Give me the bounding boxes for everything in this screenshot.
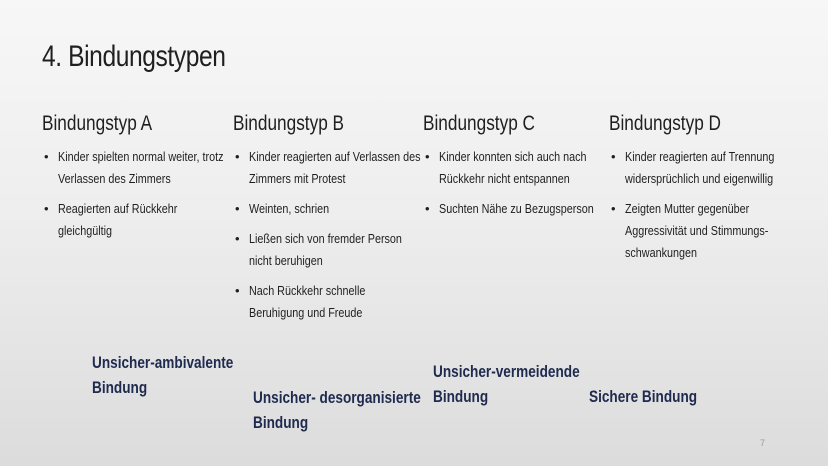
column-bindungstyp-a <box>42 112 232 250</box>
bullet-text: Kinder reagierten auf Trennung widersprüchlich und eigenwillig <box>625 149 775 186</box>
bullet-item <box>423 198 609 220</box>
column-bindungstyp-d <box>609 112 809 272</box>
bullet-dot-icon: • <box>235 231 240 246</box>
bullet-item <box>42 198 232 242</box>
bullet-dot-icon: • <box>44 201 49 216</box>
label-unsicher-vermeidende-bindung[interactable]: Unsicher-vermeidende Bindung <box>433 362 580 406</box>
label-sichere-bindung[interactable]: Sichere Bindung <box>589 387 698 406</box>
column-bindungstyp-c <box>423 112 609 228</box>
label-unsicher-desorganisierte-bindung[interactable]: Unsicher- desorganisierte Bindung <box>253 388 421 432</box>
bullet-dot-icon: • <box>425 201 430 216</box>
bullet-text: Nach Rückkehr schnelle Beruhigung und Freude <box>249 283 366 320</box>
bullet-dot-icon: • <box>44 149 49 164</box>
bullet-text: Kinder konnten sich auch nach Rückkehr nicht entspannen <box>439 149 587 186</box>
bullet-text: Suchten Nähe zu Bezugsperson <box>439 201 594 216</box>
bullet-item <box>233 146 423 190</box>
bullet-item <box>609 146 809 190</box>
bullet-dot-icon: • <box>425 149 430 164</box>
bullet-text: Kinder reagierten auf Verlassen des Zimmers mit Protest <box>249 149 421 186</box>
page-number: 7 <box>760 438 766 448</box>
bullet-text: Kinder spielten normal weiter, trotz Verlassen des Zimmers <box>58 149 224 186</box>
column-heading: Bindungstyp C <box>423 112 536 135</box>
column-heading: Bindungstyp A <box>42 112 153 135</box>
bullet-text: Ließen sich von fremder Person nicht beruhigen <box>249 231 402 268</box>
bullet-item <box>609 198 809 264</box>
column-heading: Bindungstyp D <box>609 112 722 135</box>
bullet-list <box>42 146 232 242</box>
bullet-item <box>42 146 232 190</box>
bullet-item <box>233 280 423 324</box>
bullet-dot-icon: • <box>235 283 240 298</box>
label-unsicher-ambivalente-bindung[interactable]: Unsicher-ambivalente Bindung <box>92 353 234 397</box>
bullet-dot-icon: • <box>235 149 240 164</box>
bullet-item <box>423 146 609 190</box>
bullet-text: Zeigten Mutter gegenüber Aggressivität und Stimmungs-schwankungen <box>625 201 769 260</box>
bullet-text: Weinten, schrien <box>249 201 330 216</box>
bullet-list <box>423 146 609 220</box>
bullet-dot-icon: • <box>611 201 616 216</box>
bullet-list <box>233 146 423 324</box>
slide-title: 4. Bindungstypen <box>42 40 226 73</box>
bullet-text: Reagierten auf Rückkehr gleichgültig <box>58 201 178 238</box>
column-heading: Bindungstyp B <box>233 112 345 135</box>
bullet-item <box>233 228 423 272</box>
bullet-item <box>233 198 423 220</box>
bullet-dot-icon: • <box>611 149 616 164</box>
bullet-dot-icon: • <box>235 201 240 216</box>
column-bindungstyp-b <box>233 112 423 332</box>
bullet-list <box>609 146 809 264</box>
